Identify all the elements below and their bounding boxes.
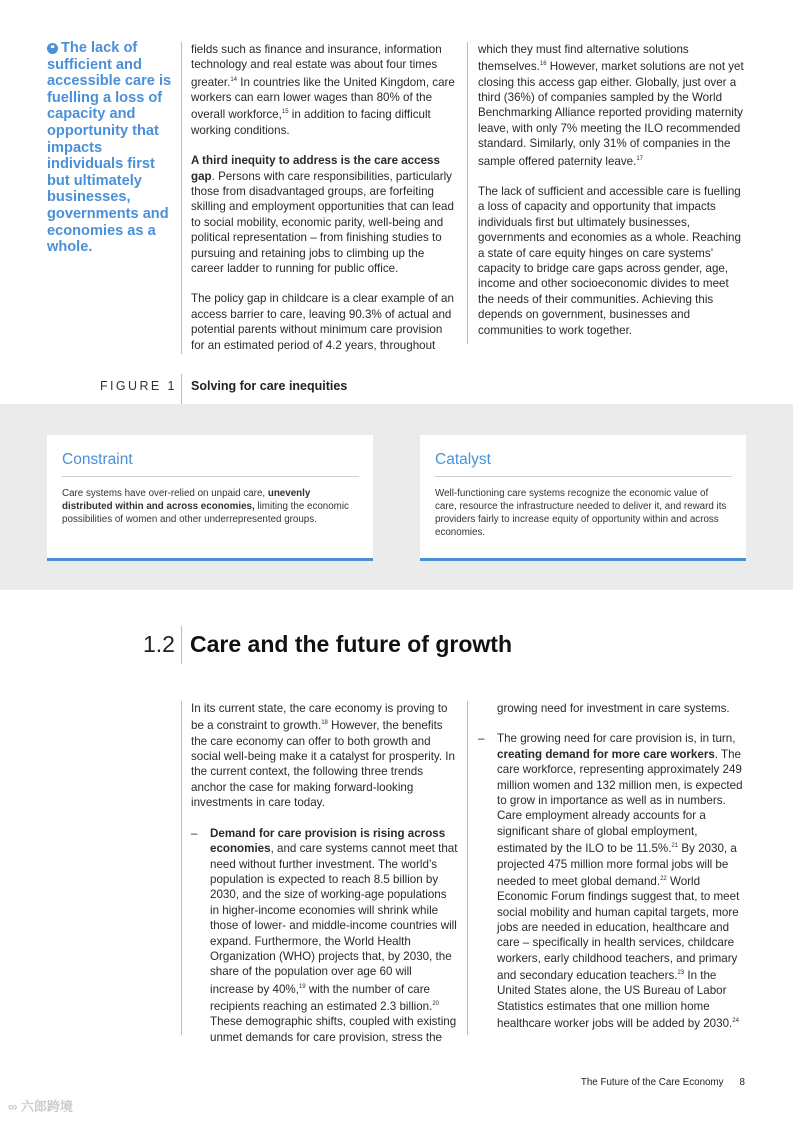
catalyst-title: Catalyst bbox=[435, 435, 732, 477]
figure-divider bbox=[181, 374, 182, 404]
footnote-ref: 14 bbox=[230, 76, 238, 83]
list-item: – Demand for care provision is rising across economies, and care systems cannot meet that need without further investment. The world’s population is expected to reach 8.5 billion by 2030, and the size of working-age populations in higher-income economies will shrink while those of lower- and middle-income countries will expand. Furthermore, the World Health Organization (WHO) projects that, by 2030, the share of the population over age 60 will increase by 40%,$^{19}$ with the number of care recipients reaching an estimated 2.3 billion.$^{20}$ These demographic shifts, coupled with existing unmet demands for care provision, stress the bbox=[191, 826, 458, 1044]
footnote-ref: 23 bbox=[677, 970, 685, 977]
footnote-ref: 19 bbox=[298, 983, 306, 990]
section-column-1 bbox=[191, 701, 458, 1045]
column-divider bbox=[467, 42, 468, 344]
paragraph: In its current state, the care economy is proving to be a constraint to growth.$^{18}$ However, the benefits the care economy can offer to both growth and social well-being make it a catalyst for prosperity. In the current context, the following three trends anchor the case for making forward-looking investments in care today. bbox=[191, 702, 455, 810]
paragraph: growing need for investment in care systems. bbox=[497, 702, 730, 715]
footnote-ref: 15 bbox=[281, 109, 289, 116]
figure-label: FIGURE 1 bbox=[100, 379, 177, 393]
constraint-title: Constraint bbox=[62, 435, 359, 477]
footnote-ref: 20 bbox=[432, 1001, 440, 1008]
paragraph: which they must find alternative solutions themselves.$^{16}$ However, market solutions are not yet closing this access gap either. Globally, just over a third (36%) of companies sampled by the World Benchmarking Alliance reported providing maternity leave, with only 7% meeting the ILO recommended standard. Similarly, only 31% of companies in the sample offered paternity leave.$^{17}$ bbox=[478, 43, 744, 168]
top-column-2 bbox=[478, 42, 744, 353]
footnote-ref: 24 bbox=[732, 1018, 739, 1025]
footnote-ref: 22 bbox=[660, 875, 667, 882]
footnote-ref: 17 bbox=[636, 155, 644, 162]
catalyst-body: Well-functioning care systems recognize the economic value of care, resource the infrastructure needed to deliver it, and reward its providers fairly to increase equity of opportunity within and across economies. bbox=[435, 488, 727, 538]
constraint-card bbox=[47, 435, 373, 561]
column-divider bbox=[181, 42, 182, 354]
section-number: 1.2 bbox=[143, 631, 175, 657]
dash-bullet: – bbox=[478, 732, 485, 746]
watermark bbox=[8, 1096, 73, 1115]
paragraph: A third inequity to address is the care access gap. Persons with care responsibilities, particularly those from disadvantaged groups, are forfeiting skilling and employment opportunities that can lead to social mobility, economic parity, well-being and political representation – from finishing studies to pursuing and retaining jobs to climbing up the career ladder to running for public office. bbox=[191, 154, 454, 275]
pull-quote-text: The lack of sufficient and accessible care is fuelling a loss of capacity and opportunity that impacts individuals first but ultimately businesses, governments and economies as a whole. bbox=[47, 40, 172, 256]
top-column-1 bbox=[191, 42, 457, 368]
footnote-ref: 18 bbox=[321, 720, 328, 727]
page-number: 8 bbox=[739, 1077, 745, 1088]
footnote-ref: 21 bbox=[671, 843, 679, 850]
footnote-ref: 16 bbox=[539, 61, 547, 68]
footer-title: The Future of the Care Economy bbox=[580, 1077, 724, 1088]
constraint-body: Care systems have over-relied on unpaid care, unevenly distributed within and across economies, limiting the economic possibilities of women and other underrepresented groups. bbox=[62, 488, 349, 525]
paragraph: The policy gap in childcare is a clear example of an access barrier to care, leaving 90.3% of actual and potential parents without minimum care provision for an estimated period of 4.2 years, throughout bbox=[191, 292, 454, 352]
paragraph: The lack of sufficient and accessible care is fuelling a loss of capacity and opportunity that impacts individuals first but ultimately businesses, governments and economies as a whole. Reaching a state of care equity hinges on care systems’ capacity to bridge care gaps across gender, age, income and other socioeconomic divides to meet the needs of their communities. Achieving this depends on government, businesses and communities to work together. bbox=[478, 184, 741, 337]
catalyst-card bbox=[420, 435, 746, 561]
section-heading-divider bbox=[181, 626, 182, 664]
quote-mark-icon: ❝ bbox=[47, 43, 58, 54]
column-divider bbox=[181, 701, 182, 1035]
column-divider bbox=[467, 701, 468, 1035]
paragraph: fields such as finance and insurance, information technology and real estate was about four times greater.$^{14}$ In countries like the United Kingdom, care workers can earn lower wages than 80% of the overall workforce,$^{15}$ in addition to facing difficult working conditions. bbox=[191, 43, 455, 137]
section-column-2 bbox=[478, 701, 744, 1032]
page-footer bbox=[581, 1077, 745, 1088]
pull-quote bbox=[47, 40, 175, 256]
list-item: – The growing need for care provision is, in turn, creating demand for more care workers. The care workforce, representing approximately 249 million women and 132 million men, is expected to grow in importance as well as in numbers. Care employment already accounts for a significant share of global employment, estimated by the ILO to be 11.5%.$^{21}$ By 2030, a projected 475 million more formal jobs will be needed to meet global demand.$^{22}$ World Economic Forum findings suggest that, to meet social mobility and human capital targets, more jobs are needed in education, healthcare and care – specifically in health services, childcare workers, early childhood teachers, and primary and secondary education teachers.$^{23}$ In the United States alone, the US Bureau of Labor Statistics estimates that one million home healthcare worker jobs will be added by 2030.24 bbox=[478, 732, 743, 1031]
section-title: Care and the future of growth bbox=[190, 631, 512, 657]
watermark-text: 六郎跨境 bbox=[20, 1099, 73, 1114]
dash-bullet: – bbox=[191, 826, 198, 840]
figure-title: Solving for care inequities bbox=[191, 379, 348, 393]
watermark-logo-icon: ∞ bbox=[8, 1099, 18, 1114]
